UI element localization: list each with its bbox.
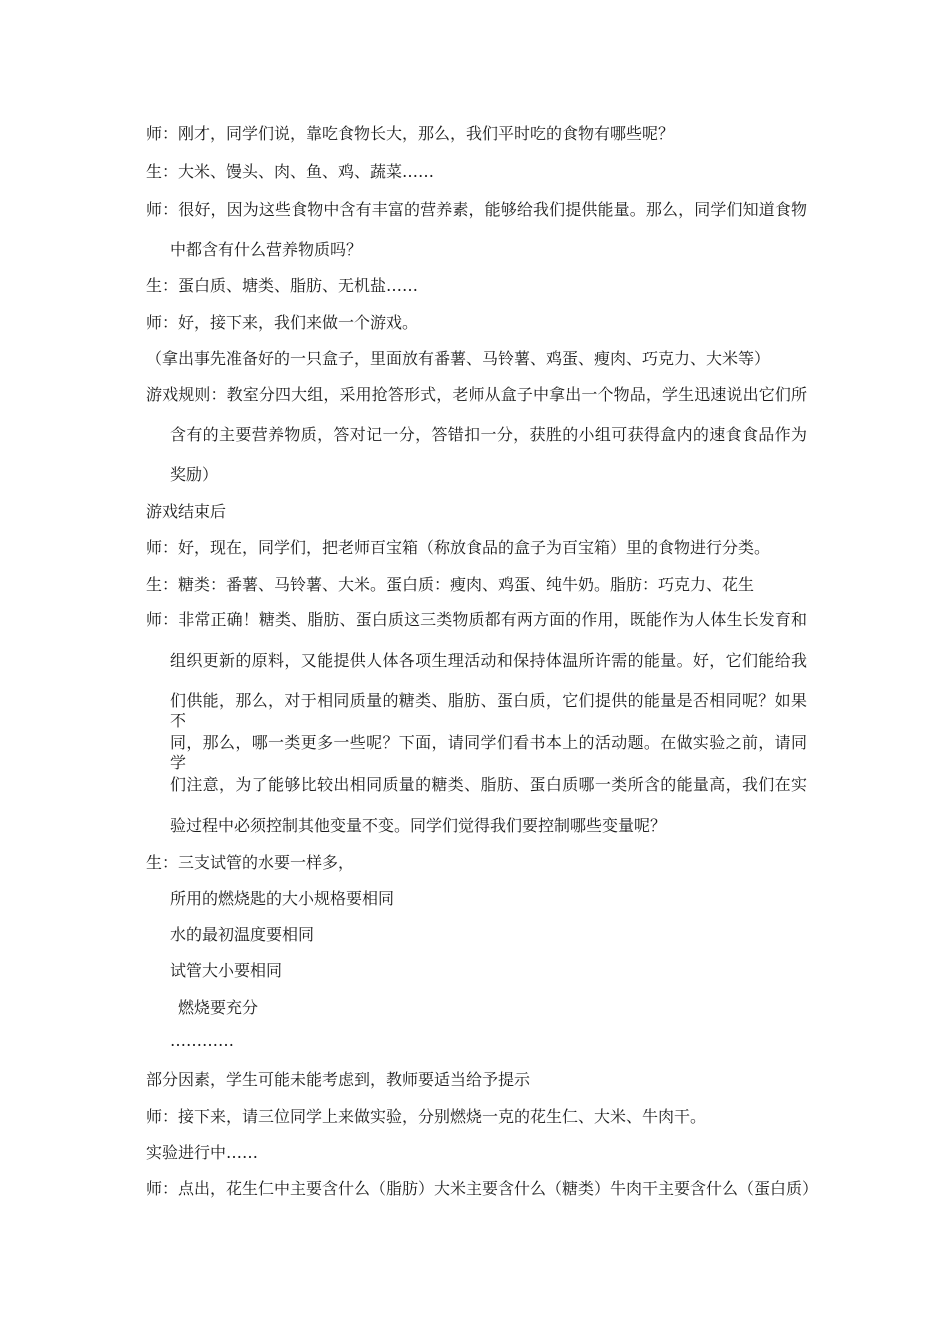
text-line: 验过程中必须控制其他变量不变。同学们觉得我们要控制哪些变量呢？ <box>170 816 667 835</box>
text-line: 游戏规则：教室分四大组，采用抢答形式，老师从盒子中拿出一个物品，学生迅速说出它们所 <box>146 385 807 404</box>
text-line: （拿出事先准备好的一只盒子，里面放有番薯、马铃薯、鸡蛋、瘦肉、巧克力、大米等） <box>146 349 771 368</box>
text-line: 们注意，为了能够比较出相同质量的糖类、脂肪、蛋白质哪一类所含的能量高，我们在实 <box>170 775 807 794</box>
text-line: 含有的主要营养物质，答对记一分，答错扣一分，获胜的小组可获得盒内的速食食品作为 <box>170 425 807 444</box>
text-line: 同，那么，哪一类更多一些呢？下面，请同学们看书本上的活动题。在做实验之前，请同学 <box>170 733 807 772</box>
text-line: 中都含有什么营养物质吗？ <box>170 240 363 259</box>
text-line: 组织更新的原料，又能提供人体各项生理活动和保持体温所许需的能量。好，它们能给我 <box>170 651 807 670</box>
text-line: ………… <box>170 1031 234 1050</box>
text-line: 所用的燃烧匙的大小规格要相同 <box>170 889 395 908</box>
text-line: 游戏结束后 <box>146 502 227 521</box>
text-line: 师：点出，花生仁中主要含什么（脂肪）大米主要含什么（糖类）牛肉干主要含什么（蛋白质） <box>146 1179 819 1198</box>
text-line: 奖励） <box>170 465 219 484</box>
text-line: 水的最初温度要相同 <box>170 925 315 944</box>
text-line: 试管大小要相同 <box>170 961 283 980</box>
text-line: 师：刚才，同学们说，靠吃食物长大，那么，我们平时吃的食物有哪些呢？ <box>146 124 675 143</box>
text-line: 生：蛋白质、塘类、脂肪、无机盐…… <box>146 276 419 295</box>
text-line: 师：好，接下来，我们来做一个游戏。 <box>146 313 419 332</box>
text-line: 实验进行中…… <box>146 1143 259 1162</box>
text-line: 部分因素，学生可能未能考虑到，教师要适当给予提示 <box>146 1070 531 1089</box>
text-line: 师：非常正确！糖类、脂肪、蛋白质这三类物质都有两方面的作用，既能作为人体生长发育和 <box>146 610 807 629</box>
text-line: 生：糖类：番薯、马铃薯、大米。蛋白质：瘦肉、鸡蛋、纯牛奶。脂肪：巧克力、花生 <box>146 575 755 594</box>
text-line: 师：好，现在，同学们，把老师百宝箱（称放食品的盒子为百宝箱）里的食物进行分类。 <box>146 538 771 557</box>
text-line: 生：大米、馒头、肉、鱼、鸡、蔬菜…… <box>146 162 435 181</box>
text-line: 生：三支试管的水要一样多， <box>146 853 355 872</box>
text-line: 师：很好，因为这些食物中含有丰富的营养素，能够给我们提供能量。那么，同学们知道食物 <box>146 200 807 219</box>
text-line: 燃烧要充分 <box>178 998 259 1017</box>
text-line: 师：接下来，请三位同学上来做实验，分别燃烧一克的花生仁、大米、牛肉干。 <box>146 1107 707 1126</box>
text-line: 们供能，那么，对于相同质量的糖类、脂肪、蛋白质，它们提供的能量是否相同呢？如果不 <box>170 691 807 730</box>
